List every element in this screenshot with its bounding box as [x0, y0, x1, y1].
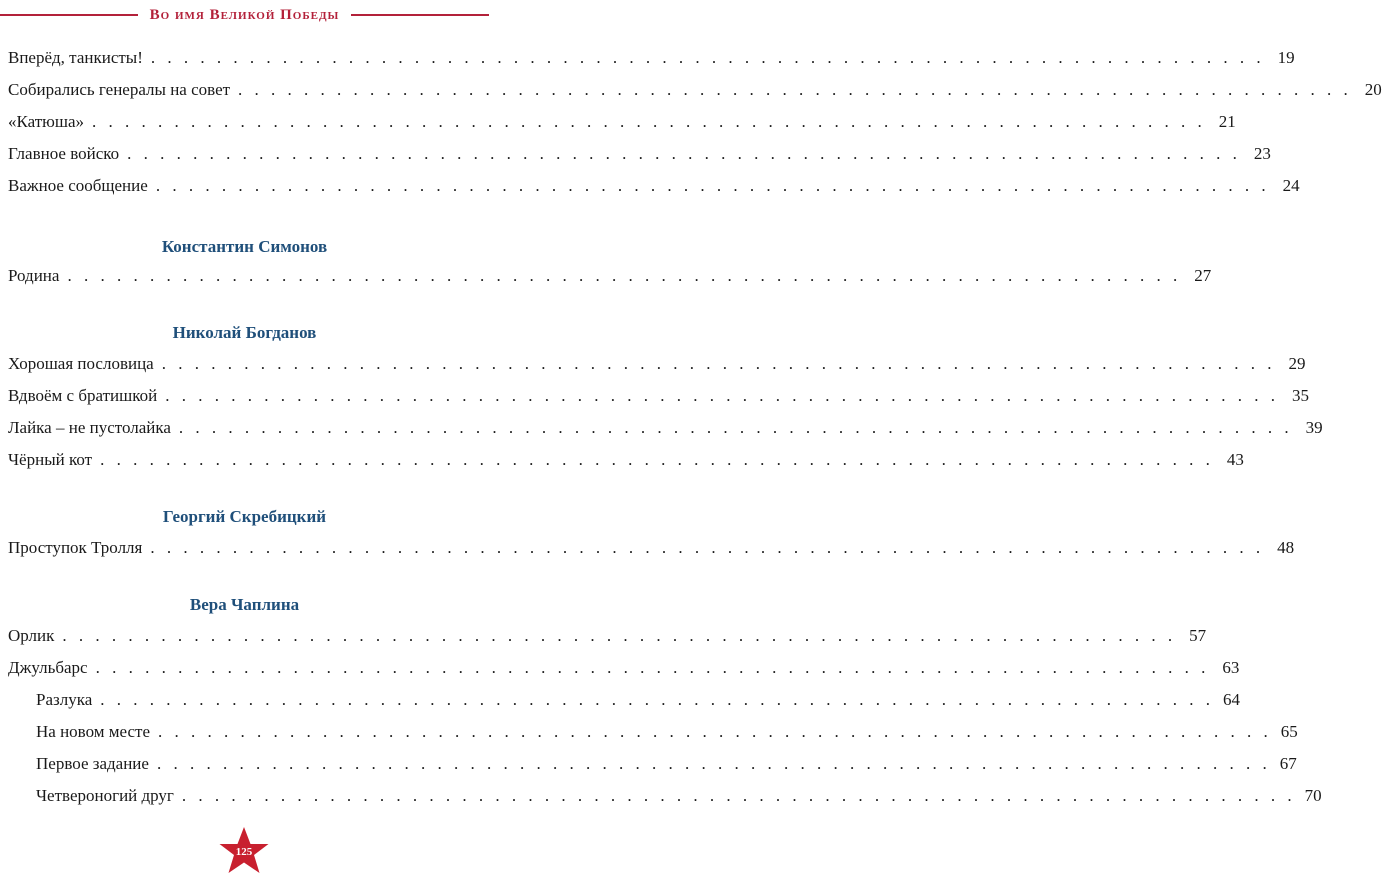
dot-leader: . . . . . . . . . . . . . . . . . . . . . . . . . . . . . . . . . . . . . . . . . . . . . . . . . . . . . . . . . . . . . . . . . . . .	[181, 786, 1296, 805]
toc-entry-title: Собирались генералы на совет	[8, 80, 231, 99]
toc-entry-title: Вдвоём с братишкой	[8, 386, 158, 405]
dot-leader: . . . . . . . . . . . . . . . . . . . . . . . . . . . . . . . . . . . . . . . . . . . . . . . . . . . . . . . . . . . . . . . . . . . .	[127, 144, 1241, 163]
table-of-contents	[0, 42, 1382, 812]
toc-entry-title: Лайка – не пустолайка	[8, 418, 171, 437]
toc-entry	[0, 412, 1323, 444]
author-heading: Николай Богданов	[172, 323, 317, 342]
toc-entry	[0, 74, 1382, 106]
dot-leader: . . . . . . . . . . . . . . . . . . . . . . . . . . . . . . . . . . . . . . . . . . . . . . . . . . . . . . . . . . . . . . . . . . . .	[150, 538, 1265, 557]
dot-leader: . . . . . . . . . . . . . . . . . . . . . . . . . . . . . . . . . . . . . . . . . . . . . . . . . . . . . . . . . . . . . . . . . . . .	[100, 690, 1214, 709]
toc-entry-title: На новом месте	[36, 722, 151, 741]
dot-leader: . . . . . . . . . . . . . . . . . . . . . . . . . . . . . . . . . . . . . . . . . . . . . . . . . . . . . . . . . . . . . . . . . . . .	[238, 80, 1352, 99]
author-heading: Георгий Скребицкий	[162, 507, 327, 526]
dot-leader: . . . . . . . . . . . . . . . . . . . . . . . . . . . . . . . . . . . . . . . . . . . . . . . . . . . . . . . . . . . . . . . . . . . .	[156, 754, 1271, 773]
toc-subentry	[0, 748, 1297, 780]
toc-entry-title: «Катюша»	[8, 112, 84, 131]
toc-entry-page: 70	[1304, 786, 1322, 805]
running-header	[0, 2, 489, 28]
dot-leader: . . . . . . . . . . . . . . . . . . . . . . . . . . . . . . . . . . . . . . . . . . . . . . . . . . . . . . . . . . . . . . . . . . . .	[92, 112, 1206, 131]
header-rule-right	[351, 14, 489, 16]
toc-entry	[0, 260, 1212, 292]
toc-entry-page: 35	[1291, 386, 1309, 405]
dot-leader: . . . . . . . . . . . . . . . . . . . . . . . . . . . . . . . . . . . . . . . . . . . . . . . . . . . . . . . . . . . . . . . . . . . .	[95, 658, 1210, 677]
toc-entry-page: 48	[1277, 538, 1295, 557]
toc-entry	[0, 532, 1295, 564]
toc-entry-title: Орлик	[8, 626, 55, 645]
toc-entry-page: 21	[1218, 112, 1236, 131]
toc-entry-page: 64	[1223, 690, 1240, 709]
toc-entry-title: Хорошая пословица	[8, 354, 154, 373]
dot-leader: . . . . . . . . . . . . . . . . . . . . . . . . . . . . . . . . . . . . . . . . . . . . . . . . . . . . . . . . . . . . . . . . . . . .	[67, 266, 1182, 285]
toc-entry-page: 24	[1282, 176, 1300, 195]
toc-entry	[0, 138, 1271, 170]
toc-entry-title: Главное войско	[8, 144, 120, 163]
toc-entry-page: 67	[1279, 754, 1297, 773]
dot-leader: . . . . . . . . . . . . . . . . . . . . . . . . . . . . . . . . . . . . . . . . . . . . . . . . . . . . . . . . . . . . . . . . . . . .	[150, 48, 1265, 67]
dot-leader: . . . . . . . . . . . . . . . . . . . . . . . . . . . . . . . . . . . . . . . . . . . . . . . . . . . . . . . . . . . . . . . . . . . .	[62, 626, 1177, 645]
toc-entry-title: Родина	[8, 266, 60, 285]
toc-entry-page: 23	[1253, 144, 1271, 163]
toc-entry-page: 65	[1280, 722, 1298, 741]
toc-entry-page: 29	[1288, 354, 1306, 373]
toc-entry-page: 43	[1226, 450, 1244, 469]
toc-entry-title: Первое задание	[36, 754, 149, 773]
dot-leader: . . . . . . . . . . . . . . . . . . . . . . . . . . . . . . . . . . . . . . . . . . . . . . . . . . . . . . . . . . . . . . . . . . . .	[165, 386, 1279, 405]
toc-entry	[0, 380, 1309, 412]
toc-entry-page: 57	[1189, 626, 1207, 645]
header-title: Во имя Великой Победы	[149, 6, 340, 23]
toc-entry-page: 63	[1222, 658, 1240, 677]
toc-entry	[0, 170, 1300, 202]
toc-entry-page: 19	[1277, 48, 1295, 67]
toc-subentry	[0, 716, 1298, 748]
toc-entry	[0, 620, 1207, 652]
dot-leader: . . . . . . . . . . . . . . . . . . . . . . . . . . . . . . . . . . . . . . . . . . . . . . . . . . . . . . . . . . . . . . . . . . . .	[100, 450, 1214, 469]
dot-leader: . . . . . . . . . . . . . . . . . . . . . . . . . . . . . . . . . . . . . . . . . . . . . . . . . . . . . . . . . . . . . . . . . . . .	[155, 176, 1270, 195]
toc-subentry	[0, 780, 1322, 812]
toc-entry-title: Джульбарс	[8, 658, 88, 677]
toc-entry-title: Четвероногий друг	[36, 786, 174, 805]
header-rule-left	[0, 14, 138, 16]
toc-entry-title: Важное сообщение	[8, 176, 148, 195]
toc-entry	[0, 444, 1244, 476]
toc-entry	[0, 106, 1236, 138]
toc-entry	[0, 652, 1240, 684]
page-number-badge	[218, 826, 270, 876]
toc-subentry	[0, 684, 1240, 716]
toc-entry	[0, 42, 1295, 74]
toc-entry-title: Проступок Тролля	[8, 538, 143, 557]
toc-entry-page: 20	[1364, 80, 1382, 99]
dot-leader: . . . . . . . . . . . . . . . . . . . . . . . . . . . . . . . . . . . . . . . . . . . . . . . . . . . . . . . . . . . . . . . . . . . .	[178, 418, 1293, 437]
toc-entry-page: 27	[1194, 266, 1212, 285]
toc-entry-page: 39	[1305, 418, 1323, 437]
toc-entry-title: Чёрный кот	[8, 450, 93, 469]
dot-leader: . . . . . . . . . . . . . . . . . . . . . . . . . . . . . . . . . . . . . . . . . . . . . . . . . . . . . . . . . . . . . . . . . . . .	[158, 722, 1272, 741]
author-heading: Вера Чаплина	[189, 595, 300, 614]
author-heading: Константин Симонов	[161, 237, 328, 256]
toc-entry	[0, 348, 1306, 380]
toc-entry-title: Вперёд, танкисты!	[8, 48, 143, 67]
page-number: 125	[235, 846, 253, 858]
dot-leader: . . . . . . . . . . . . . . . . . . . . . . . . . . . . . . . . . . . . . . . . . . . . . . . . . . . . . . . . . . . . . . . . . . . .	[161, 354, 1276, 373]
toc-entry-title: Разлука	[36, 690, 93, 709]
